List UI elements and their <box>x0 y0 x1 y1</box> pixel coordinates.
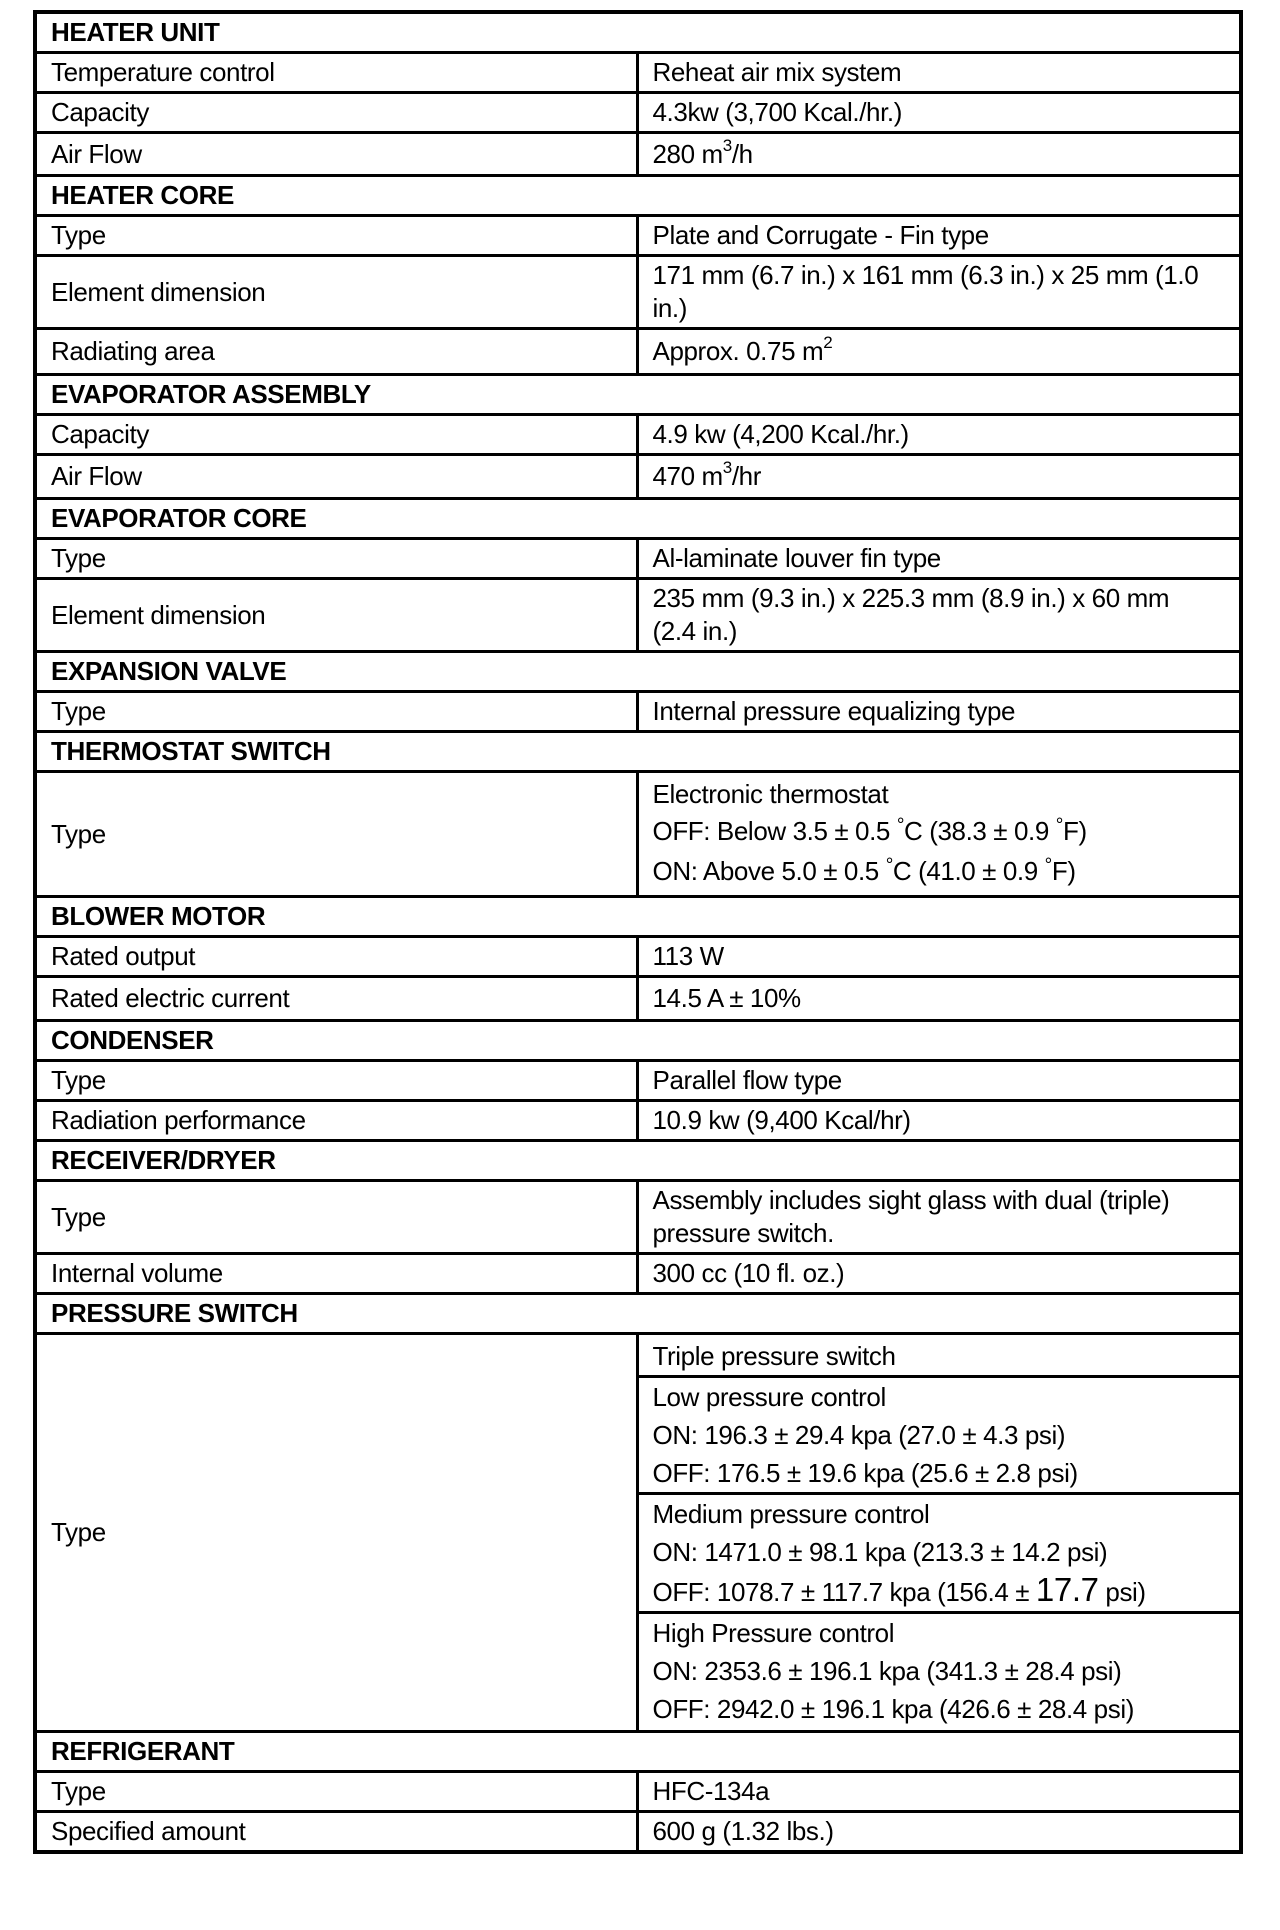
row-value: 171 mm (6.7 in.) x 161 mm (6.3 in.) x 25 mm (1.0 in.) <box>637 256 1241 329</box>
value-text: /h <box>731 138 753 169</box>
row-label: Type <box>35 692 637 732</box>
value-text: 470 m <box>652 461 723 491</box>
degree-symbol: ° <box>1044 854 1052 876</box>
row-label: Element dimension <box>35 256 637 329</box>
row-label: Type <box>35 772 637 897</box>
section-title: REFRIGERANT <box>35 1732 1241 1772</box>
section-header-thermostat-switch <box>35 732 1241 772</box>
table-row <box>35 1254 1241 1294</box>
value-text: OFF: 1078.7 ± 117.7 kpa (156.4 ± <box>652 1577 1036 1607</box>
value-text: F) <box>1062 815 1087 846</box>
value-text: F) <box>1051 855 1076 886</box>
table-row <box>35 133 1241 176</box>
row-label: Internal volume <box>35 1254 637 1294</box>
table-row <box>35 216 1241 256</box>
row-value: 4.9 kw (4,200 Kcal./hr.) <box>637 415 1241 455</box>
subtable-row <box>639 1494 1240 1613</box>
row-label: Type <box>35 1334 637 1732</box>
section-header-heater-unit <box>35 12 1241 53</box>
subtable-cell <box>639 1377 1240 1494</box>
section-title: HEATER UNIT <box>35 12 1241 53</box>
section-header-heater-core <box>35 176 1241 216</box>
row-label: Element dimension <box>35 579 637 652</box>
value-line: OFF: 176.5 ± 19.6 kpa (25.6 ± 2.8 psi) <box>652 1458 1078 1488</box>
section-title: EVAPORATOR CORE <box>35 499 1241 539</box>
row-value <box>637 1334 1241 1732</box>
group-heading: High Pressure control <box>652 1618 895 1648</box>
row-value: 14.5 A ± 10% <box>637 977 1241 1021</box>
group-heading: Triple pressure switch <box>652 1341 896 1371</box>
row-value: 10.9 kw (9,400 Kcal/hr) <box>637 1101 1241 1141</box>
table-row <box>35 455 1241 499</box>
table-row <box>35 256 1241 329</box>
table-row <box>35 692 1241 732</box>
subtable-row <box>639 1337 1240 1377</box>
table-row <box>35 1334 1241 1732</box>
degree-symbol: ° <box>1055 814 1063 836</box>
subtable-row <box>639 1377 1240 1494</box>
degree-symbol: ° <box>885 854 893 876</box>
row-value: 4.3kw (3,700 Kcal./hr.) <box>637 93 1241 133</box>
row-value: 600 g (1.32 lbs.) <box>637 1812 1241 1853</box>
section-header-receiver-dryer <box>35 1141 1241 1181</box>
row-value: 235 mm (9.3 in.) x 225.3 mm (8.9 in.) x 60 mm (2.4 in.) <box>637 579 1241 652</box>
section-header-pressure-switch <box>35 1294 1241 1334</box>
row-value: Al-laminate louver fin type <box>637 539 1241 579</box>
group-heading: Low pressure control <box>652 1382 886 1412</box>
value-text: C (41.0 ± 0.9 <box>892 855 1045 886</box>
row-label: Air Flow <box>35 455 637 499</box>
section-title: THERMOSTAT SWITCH <box>35 732 1241 772</box>
value-line: ON: 2353.6 ± 196.1 kpa (341.3 ± 28.4 psi) <box>652 1656 1122 1686</box>
row-value: Internal pressure equalizing type <box>637 692 1241 732</box>
row-label: Type <box>35 539 637 579</box>
section-title: PRESSURE SWITCH <box>35 1294 1241 1334</box>
row-value: 113 W <box>637 937 1241 977</box>
pressure-switch-subtable <box>639 1337 1240 1728</box>
value-text: C (38.3 ± 0.9 <box>904 815 1056 846</box>
table-row <box>35 93 1241 133</box>
row-label: Radiating area <box>35 329 637 375</box>
value-line: Electronic thermostat <box>652 778 889 809</box>
section-header-refrigerant <box>35 1732 1241 1772</box>
value-text: psi) <box>1098 1577 1146 1607</box>
table-row <box>35 772 1241 897</box>
value-text-large: 17.7 <box>1035 1571 1099 1608</box>
row-value: Plate and Corrugate - Fin type <box>637 216 1241 256</box>
row-label: Specified amount <box>35 1812 637 1853</box>
value-text: ON: Above 5.0 ± 0.5 <box>652 855 886 886</box>
row-label: Rated electric current <box>35 977 637 1021</box>
value-line: ON: 1471.0 ± 98.1 kpa (213.3 ± 14.2 psi) <box>652 1537 1108 1567</box>
value-line: OFF: 2942.0 ± 196.1 kpa (426.6 ± 28.4 psi) <box>652 1694 1134 1724</box>
superscript: 3 <box>722 458 732 478</box>
row-label: Temperature control <box>35 53 637 93</box>
section-title: CONDENSER <box>35 1021 1241 1061</box>
table-row <box>35 1061 1241 1101</box>
table-row <box>35 579 1241 652</box>
specifications-table <box>33 10 1243 1854</box>
value-text: 280 m <box>652 138 723 169</box>
table-row <box>35 1101 1241 1141</box>
value-text: OFF: Below 3.5 ± 0.5 <box>652 815 897 846</box>
row-label: Air Flow <box>35 133 637 176</box>
table-row <box>35 977 1241 1021</box>
section-header-evaporator-core <box>35 499 1241 539</box>
superscript: 3 <box>722 135 732 155</box>
row-value: Parallel flow type <box>637 1061 1241 1101</box>
row-value <box>637 133 1241 176</box>
value-line <box>653 813 1240 853</box>
table-row <box>35 329 1241 375</box>
row-label: Radiation performance <box>35 1101 637 1141</box>
table-row <box>35 1181 1241 1254</box>
superscript: 2 <box>823 333 833 353</box>
section-header-expansion-valve <box>35 652 1241 692</box>
row-label: Type <box>35 1061 637 1101</box>
value-text: Approx. 0.75 m <box>652 336 824 366</box>
row-label: Rated output <box>35 937 637 977</box>
subtable-cell <box>639 1494 1240 1613</box>
row-label: Capacity <box>35 93 637 133</box>
table-row <box>35 1772 1241 1812</box>
table-row <box>35 937 1241 977</box>
subtable-row <box>639 1613 1240 1729</box>
group-heading: Medium pressure control <box>652 1499 930 1529</box>
row-label: Type <box>35 1181 637 1254</box>
row-value <box>637 329 1241 375</box>
subtable-cell <box>639 1337 1240 1377</box>
section-title: EXPANSION VALVE <box>35 652 1241 692</box>
section-title: HEATER CORE <box>35 176 1241 216</box>
row-label: Type <box>35 1772 637 1812</box>
value-line <box>653 853 1240 893</box>
row-value: 300 cc (10 fl. oz.) <box>637 1254 1241 1294</box>
table-row <box>35 415 1241 455</box>
table-row <box>35 53 1241 93</box>
row-value <box>637 772 1241 897</box>
row-value: HFC-134a <box>637 1772 1241 1812</box>
value-text: /hr <box>731 461 761 491</box>
row-value <box>637 455 1241 499</box>
row-value: Assembly includes sight glass with dual (triple) pressure switch. <box>637 1181 1241 1254</box>
table-row <box>35 1812 1241 1853</box>
row-label: Capacity <box>35 415 637 455</box>
value-line <box>653 1571 1240 1611</box>
row-label: Type <box>35 216 637 256</box>
table-row <box>35 539 1241 579</box>
section-title: RECEIVER/DRYER <box>35 1141 1241 1181</box>
degree-symbol: ° <box>896 814 905 836</box>
section-title: EVAPORATOR ASSEMBLY <box>35 375 1241 415</box>
subtable-cell <box>639 1613 1240 1729</box>
section-header-evaporator-assembly <box>35 375 1241 415</box>
section-title: BLOWER MOTOR <box>35 897 1241 937</box>
section-header-blower-motor <box>35 897 1241 937</box>
section-header-condenser <box>35 1021 1241 1061</box>
row-value: Reheat air mix system <box>637 53 1241 93</box>
value-line: ON: 196.3 ± 29.4 kpa (27.0 ± 4.3 psi) <box>652 1420 1066 1450</box>
